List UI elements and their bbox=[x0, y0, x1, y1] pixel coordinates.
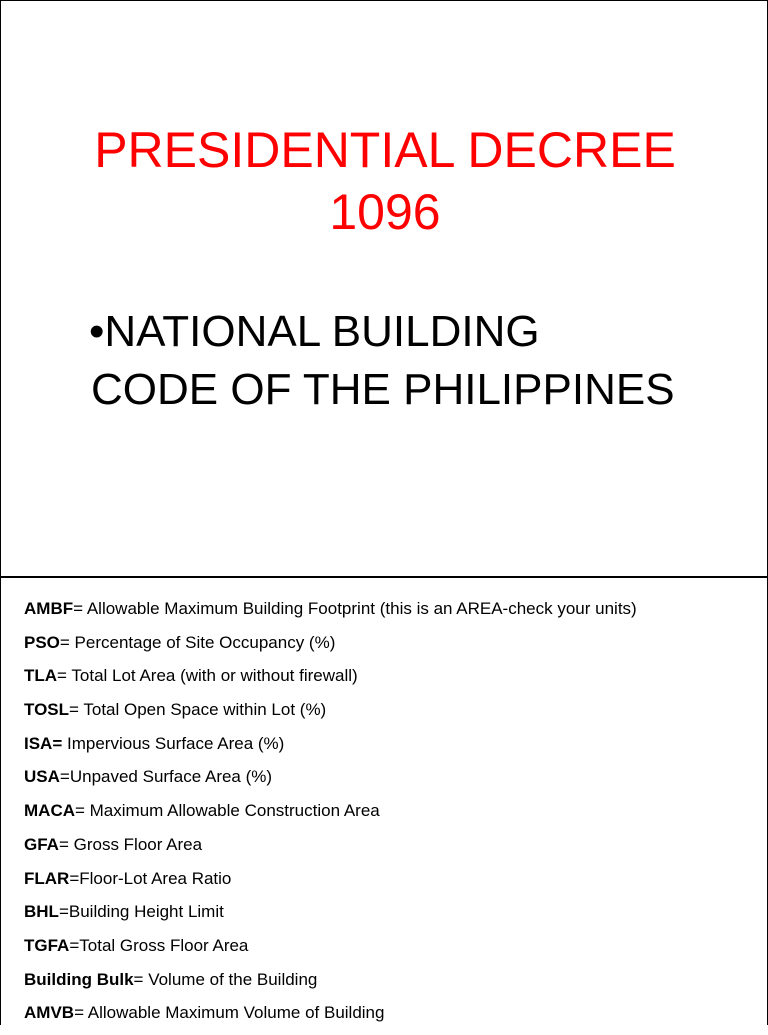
definition-text: = Total Lot Area (with or without firewall) bbox=[57, 666, 358, 686]
subtitle-line-2: CODE OF THE PHILIPPINES bbox=[91, 365, 675, 414]
definition-term: AMBF bbox=[24, 599, 74, 618]
definition-item bbox=[24, 833, 754, 867]
definition-item bbox=[24, 867, 754, 901]
slide-title bbox=[1, 119, 768, 243]
definition-term: GFA bbox=[24, 834, 59, 854]
definition-item bbox=[24, 968, 754, 1002]
definition-item bbox=[24, 765, 754, 799]
definition-term: ISA= bbox=[24, 733, 63, 753]
definition-text: = Volume of the Building bbox=[133, 969, 318, 989]
definition-text: = Maximum Allowable Construction Area bbox=[75, 801, 380, 821]
definition-term: TLA bbox=[24, 666, 58, 686]
definition-item bbox=[24, 664, 754, 698]
definition-term: PSO bbox=[24, 632, 60, 652]
definition-item bbox=[24, 900, 754, 934]
slide-subtitle bbox=[89, 303, 749, 419]
definition-item bbox=[24, 1001, 754, 1035]
definition-text: =Total Gross Floor Area bbox=[69, 935, 249, 955]
definition-text: =Building Height Limit bbox=[58, 902, 224, 922]
definition-text: Impervious Surface Area (%) bbox=[62, 733, 285, 753]
subtitle-text-1: NATIONAL BUILDING bbox=[104, 307, 540, 356]
definition-item bbox=[24, 934, 754, 968]
definition-term: AMVB bbox=[24, 1003, 75, 1023]
definition-text: = Gross Floor Area bbox=[58, 834, 203, 854]
definition-term: FLAR bbox=[24, 868, 70, 888]
definition-item bbox=[24, 732, 754, 766]
definition-term: USA bbox=[24, 767, 60, 787]
slide-title-line-2: 1096 bbox=[329, 184, 441, 240]
definition-term: MACA bbox=[24, 801, 75, 821]
definition-item bbox=[24, 698, 754, 732]
definitions-list bbox=[24, 597, 754, 1035]
definition-text: =Unpaved Surface Area (%) bbox=[59, 767, 273, 787]
definition-term: BHL bbox=[24, 902, 59, 922]
definition-text: = Percentage of Site Occupancy (%) bbox=[59, 632, 336, 652]
definition-term: TOSL bbox=[24, 700, 70, 720]
definition-text: = Allowable Maximum Building Footprint (this is an AREA-check your units) bbox=[73, 599, 637, 618]
definition-term: TGFA bbox=[24, 935, 70, 955]
definition-text: = Total Open Space within Lot (%) bbox=[69, 700, 327, 720]
definition-text: = Allowable Maximum Volume of Building bbox=[74, 1003, 385, 1023]
definition-item bbox=[24, 799, 754, 833]
definitions-slide bbox=[0, 577, 768, 1025]
definition-item bbox=[24, 597, 754, 631]
slide-title-line-1: PRESIDENTIAL DECREE bbox=[94, 122, 676, 178]
bullet-icon: • bbox=[89, 307, 105, 356]
definition-term: Building Bulk bbox=[24, 969, 134, 989]
definition-text: =Floor-Lot Area Ratio bbox=[69, 868, 232, 888]
definition-item bbox=[24, 631, 754, 665]
subtitle-line-1 bbox=[89, 303, 749, 361]
